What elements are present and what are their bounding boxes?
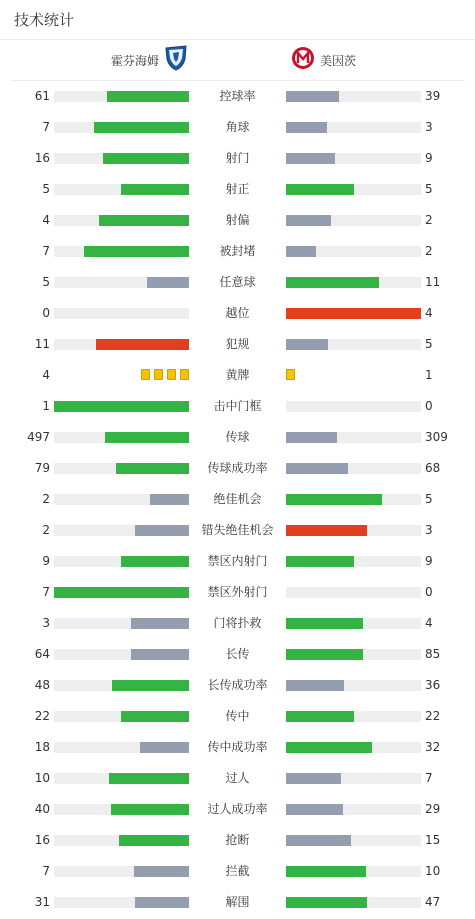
away-value: 85: [425, 647, 441, 661]
away-value: 4: [425, 616, 433, 630]
home-team[interactable]: [111, 47, 188, 73]
away-bar-fill: [286, 184, 354, 195]
stat-label: 射正: [225, 182, 250, 196]
away-bar-fill: [286, 680, 344, 691]
home-value: 40: [34, 802, 50, 816]
away-value: 7: [425, 771, 433, 785]
away-value: 10: [425, 864, 441, 878]
home-bar-track: [54, 463, 189, 474]
away-bar-fill: [286, 711, 354, 722]
home-value: 5: [42, 182, 50, 196]
home-bar-fill: [121, 711, 189, 722]
home-bar-track: [54, 494, 189, 505]
away-value: 0: [425, 585, 433, 599]
away-value: 36: [425, 678, 441, 692]
away-bar-fill: [286, 153, 335, 164]
home-value: 0: [42, 306, 50, 320]
away-bar-track: [286, 556, 421, 567]
home-bar-fill: [121, 184, 189, 195]
away-bar-track: [286, 246, 421, 257]
away-bar-fill: [286, 215, 331, 226]
yellow-card-icon: [286, 369, 295, 380]
stat-label: 禁区内射门: [207, 554, 268, 568]
home-bar-fill: [112, 680, 189, 691]
home-bar-fill: [84, 246, 189, 257]
away-bar-fill: [286, 463, 348, 474]
home-bar-fill: [111, 804, 189, 815]
away-value: 9: [425, 151, 433, 165]
stat-row: [0, 732, 475, 763]
away-bar-fill: [286, 122, 327, 133]
away-bar-track: [286, 91, 421, 102]
home-bar-track: [54, 618, 189, 629]
home-value: 7: [42, 864, 50, 878]
away-bar-track: [286, 122, 421, 133]
home-bar-track: [54, 866, 189, 877]
away-value: 5: [425, 337, 433, 351]
home-bar-fill: [135, 525, 189, 536]
away-value: 5: [425, 492, 433, 506]
stat-row: [0, 453, 475, 484]
home-team-name: 霍芬海姆: [110, 53, 159, 68]
away-bar-fill: [286, 432, 337, 443]
home-bar-track: [54, 339, 189, 350]
home-value: 48: [34, 678, 50, 692]
stat-label: 控球率: [219, 89, 256, 103]
away-bar-track: [286, 804, 421, 815]
home-bar-track: [54, 556, 189, 567]
away-value: 2: [425, 244, 433, 258]
home-bar-track: [54, 277, 189, 288]
away-value: 22: [425, 709, 441, 723]
stat-label: 任意球: [219, 275, 256, 289]
away-team[interactable]: [291, 47, 356, 73]
stat-row: [0, 298, 475, 329]
stat-label: 犯规: [225, 337, 250, 351]
home-value: 9: [42, 554, 50, 568]
home-bar-track: [54, 122, 189, 133]
stat-label: 角球: [225, 120, 250, 134]
away-value: 32: [425, 740, 441, 754]
yellow-card-icon: [154, 369, 163, 380]
home-bar-fill: [96, 339, 189, 350]
home-bar-fill: [131, 618, 189, 629]
away-bar-track: [286, 525, 421, 536]
home-bar-fill: [54, 587, 189, 598]
home-bar-fill: [94, 122, 189, 133]
away-value: 3: [425, 120, 433, 134]
away-team-name: 美因茨: [320, 53, 357, 68]
home-bar-track: [54, 153, 189, 164]
away-bar-fill: [286, 835, 351, 846]
stat-row: [0, 701, 475, 732]
stat-label: 击中门框: [213, 399, 262, 413]
away-bar-track: [286, 277, 421, 288]
away-bar-track: [286, 835, 421, 846]
home-value: 7: [42, 120, 50, 134]
stat-row: [0, 174, 475, 205]
stat-label: 拦截: [225, 864, 250, 878]
home-value: 64: [34, 647, 50, 661]
home-value: 10: [34, 771, 50, 785]
away-bar-fill: [286, 246, 316, 257]
page-header: [0, 0, 475, 40]
home-bar-fill: [99, 215, 189, 226]
stat-row: [0, 608, 475, 639]
away-bar-fill: [286, 556, 354, 567]
yellow-card-icon: [167, 369, 176, 380]
stat-row: [0, 236, 475, 267]
stat-row: [0, 577, 475, 608]
away-value: 15: [425, 833, 441, 847]
teams-header: [10, 40, 465, 81]
home-value: 22: [34, 709, 50, 723]
away-bar-track: [286, 308, 421, 319]
away-value: 47: [425, 895, 441, 909]
stat-label: 过人成功率: [207, 802, 268, 816]
stat-row: [0, 546, 475, 577]
away-value: 3: [425, 523, 433, 537]
stat-row: [0, 391, 475, 422]
home-value: 7: [42, 585, 50, 599]
stat-label: 射偏: [225, 213, 250, 227]
away-value: 68: [425, 461, 441, 475]
stat-row: [0, 887, 475, 918]
away-bar-track: [286, 618, 421, 629]
stat-row: [0, 515, 475, 546]
away-bar-fill: [286, 277, 379, 288]
away-bar-fill: [286, 742, 372, 753]
home-yellow-cards: [141, 369, 189, 380]
home-value: 61: [34, 89, 50, 103]
stat-row: [0, 639, 475, 670]
stat-row: [0, 329, 475, 360]
stat-label: 传球成功率: [207, 461, 268, 475]
home-bar-fill: [103, 153, 189, 164]
home-value: 31: [34, 895, 50, 909]
home-bar-track: [54, 246, 189, 257]
away-bar-track: [286, 153, 421, 164]
home-bar-track: [54, 773, 189, 784]
home-value: 3: [42, 616, 50, 630]
away-bar-fill: [286, 91, 339, 102]
away-bar-track: [286, 401, 421, 412]
home-bar-fill: [119, 835, 189, 846]
away-value: 29: [425, 802, 441, 816]
hoffenheim-crest-icon: [164, 45, 188, 75]
home-value: 4: [42, 368, 50, 382]
home-bar-track: [54, 897, 189, 908]
stat-label: 错失绝佳机会: [201, 523, 274, 537]
home-bar-track: [54, 835, 189, 846]
home-bar-track: [54, 711, 189, 722]
away-value: 309: [425, 430, 448, 444]
stat-row: [0, 360, 475, 391]
home-value: 5: [42, 275, 50, 289]
stat-row: [0, 763, 475, 794]
stat-row: [0, 794, 475, 825]
home-bar-track: [54, 804, 189, 815]
stat-label: 传球: [225, 430, 250, 444]
away-value: 9: [425, 554, 433, 568]
away-bar-track: [286, 339, 421, 350]
stats-list: [0, 81, 475, 918]
stat-row: [0, 143, 475, 174]
stat-label: 禁区外射门: [207, 585, 268, 599]
home-bar-fill: [150, 494, 189, 505]
away-bar-track: [286, 897, 421, 908]
away-bar-fill: [286, 773, 341, 784]
away-bar-fill: [286, 618, 363, 629]
home-value: 2: [42, 492, 50, 506]
stat-label: 传中: [225, 709, 250, 723]
home-bar-track: [54, 649, 189, 660]
home-bar-fill: [134, 866, 189, 877]
home-value: 16: [34, 151, 50, 165]
away-value: 2: [425, 213, 433, 227]
home-bar-track: [54, 742, 189, 753]
home-bar-fill: [109, 773, 189, 784]
away-bar-fill: [286, 897, 367, 908]
away-bar-fill: [286, 525, 367, 536]
stat-label: 门将扑救: [213, 616, 262, 630]
away-bar-fill: [286, 804, 343, 815]
home-bar-track: [54, 215, 189, 226]
yellow-card-icon: [180, 369, 189, 380]
home-value: 4: [42, 213, 50, 227]
home-bar-track: [54, 401, 189, 412]
stat-row: [0, 670, 475, 701]
away-value: 4: [425, 306, 433, 320]
stat-label: 解围: [225, 895, 250, 909]
away-bar-track: [286, 649, 421, 660]
home-bar-fill: [54, 401, 189, 412]
page-title: 技术统计: [14, 11, 75, 29]
home-bar-fill: [140, 742, 189, 753]
stat-row: [0, 81, 475, 112]
stat-row: [0, 205, 475, 236]
home-bar-track: [54, 680, 189, 691]
away-bar-track: [286, 463, 421, 474]
stat-label: 绝佳机会: [213, 492, 262, 506]
home-bar-track: [54, 308, 189, 319]
home-bar-fill: [131, 649, 189, 660]
home-bar-fill: [121, 556, 189, 567]
away-bar-track: [286, 742, 421, 753]
away-value: 1: [425, 368, 433, 382]
stat-label: 射门: [225, 151, 250, 165]
stat-row: [0, 267, 475, 298]
home-value: 7: [42, 244, 50, 258]
home-value: 79: [34, 461, 50, 475]
home-bar-track: [54, 91, 189, 102]
away-value: 0: [425, 399, 433, 413]
home-value: 2: [42, 523, 50, 537]
home-bar-fill: [105, 432, 189, 443]
home-bar-fill: [135, 897, 189, 908]
home-bar-fill: [147, 277, 189, 288]
away-bar-track: [286, 773, 421, 784]
away-bar-fill: [286, 866, 366, 877]
home-value: 16: [34, 833, 50, 847]
away-value: 5: [425, 182, 433, 196]
away-value: 11: [425, 275, 441, 289]
stat-row: [0, 856, 475, 887]
home-bar-track: [54, 432, 189, 443]
away-bar-track: [286, 184, 421, 195]
stat-row: [0, 484, 475, 515]
stat-row: [0, 112, 475, 143]
home-bar-track: [54, 184, 189, 195]
away-value: 39: [425, 89, 441, 103]
mainz-crest-icon: [291, 46, 315, 74]
home-bar-fill: [107, 91, 189, 102]
away-yellow-cards: [286, 369, 295, 380]
stat-label: 传中成功率: [207, 740, 268, 754]
stat-label: 被封堵: [219, 244, 256, 258]
stat-label: 越位: [225, 306, 250, 320]
stat-label: 抢断: [225, 833, 250, 847]
away-bar-track: [286, 432, 421, 443]
stat-label: 过人: [225, 771, 250, 785]
stat-row: [0, 825, 475, 856]
home-value: 11: [34, 337, 50, 351]
home-bar-track: [54, 525, 189, 536]
home-value: 18: [34, 740, 50, 754]
away-bar-track: [286, 215, 421, 226]
away-bar-fill: [286, 649, 363, 660]
stat-label: 长传: [225, 647, 250, 661]
away-bar-track: [286, 866, 421, 877]
stat-label: 黄牌: [225, 368, 250, 382]
home-value: 497: [27, 430, 50, 444]
away-bar-fill: [286, 308, 421, 319]
away-bar-fill: [286, 494, 382, 505]
home-bar-track: [54, 587, 189, 598]
away-bar-track: [286, 680, 421, 691]
away-bar-track: [286, 711, 421, 722]
away-bar-track: [286, 494, 421, 505]
stat-row: [0, 422, 475, 453]
away-bar-track: [286, 587, 421, 598]
away-bar-fill: [286, 339, 328, 350]
home-bar-fill: [116, 463, 189, 474]
home-value: 1: [42, 399, 50, 413]
stat-label: 长传成功率: [207, 678, 268, 692]
yellow-card-icon: [141, 369, 150, 380]
